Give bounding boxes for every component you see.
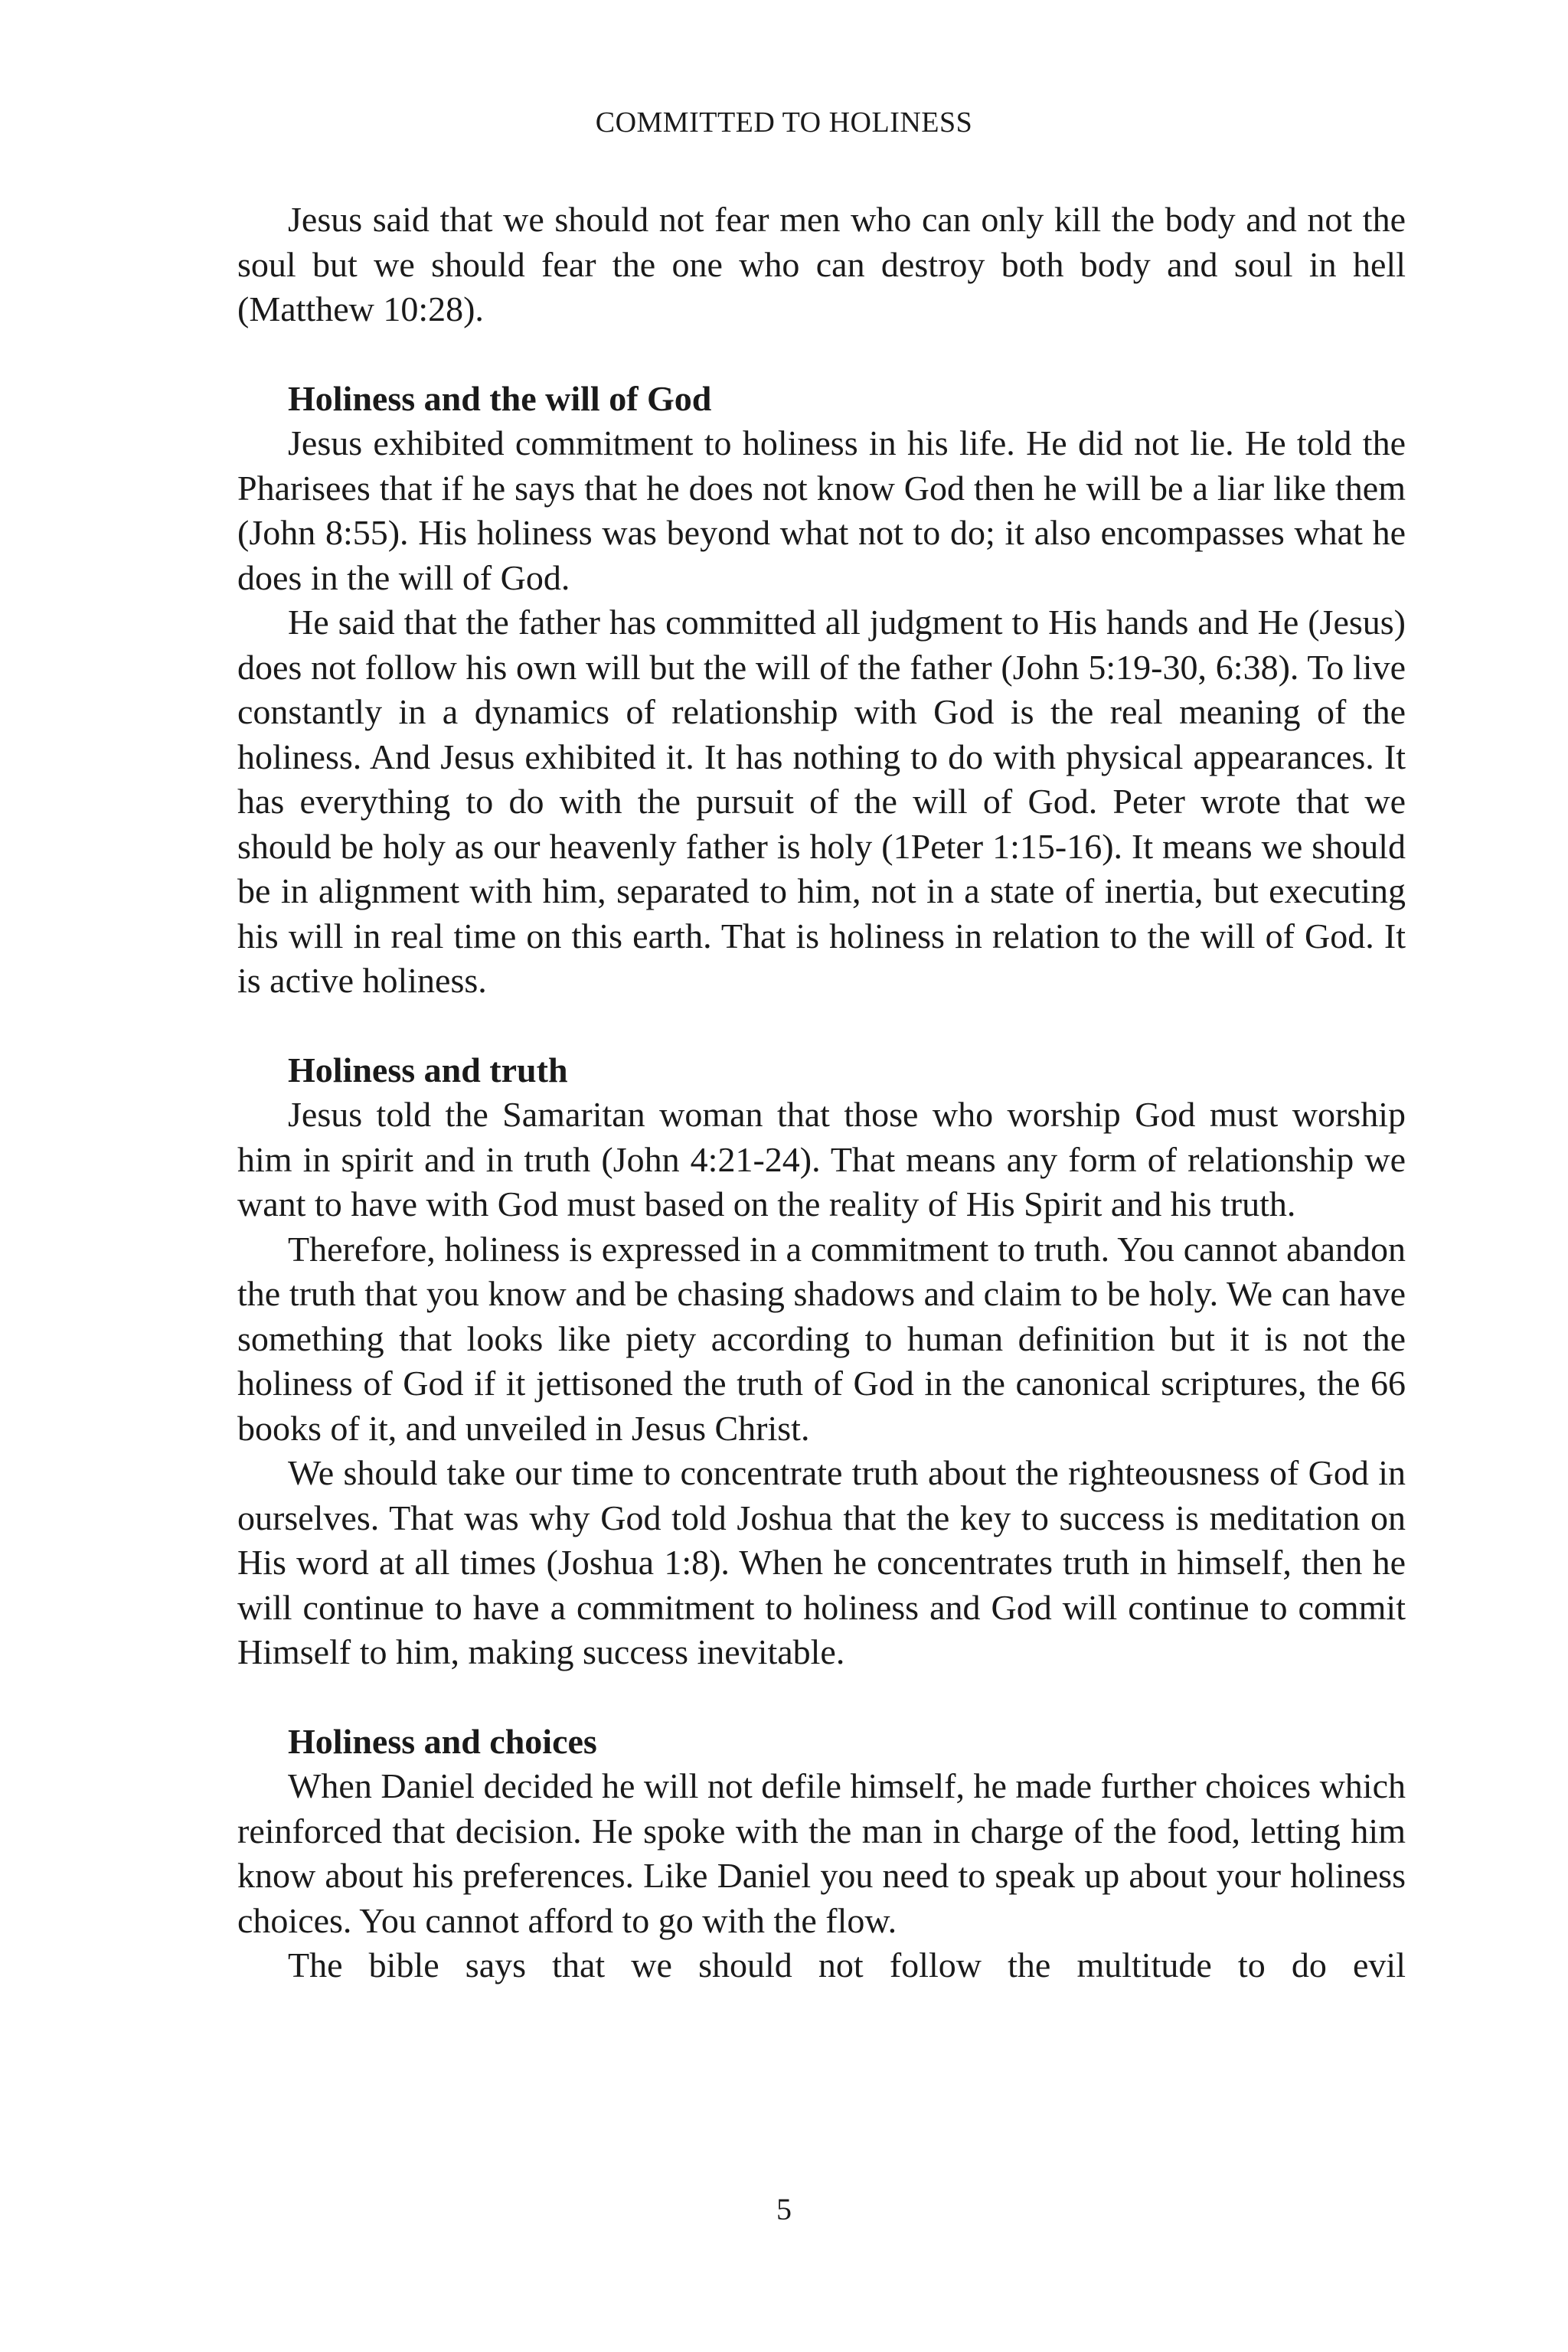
will-of-god-paragraph-1: Jesus exhibited commitment to holiness in his life. He did not lie. He told the Pharisees that if he says that he does not know God then he will be a liar like them (John 8:55). His holiness was beyond what not to do; it also encompasses what he does in the will of God.: [237, 423, 1406, 597]
choices-paragraph-1: When Daniel decided he will not defile himself, he made further choices which reinforced that decision. He spoke with the man in charge of the food, letting him know about his preferences. Like Daniel you need to speak up about your holiness choices. You cannot afford to go with the flow.: [237, 1766, 1406, 1940]
page-body: [237, 198, 1406, 1988]
truth-paragraph-2: Therefore, holiness is expressed in a commitment to truth. You cannot abandon the truth that you know and be chasing shadows and claim to be holy. We can have something that looks like piety according to human definition but it is not the holiness of God if it jettisoned the truth of God in the canonical scriptures, the 66 books of it, and unveiled in Jesus Christ.: [237, 1229, 1406, 1448]
section-heading-truth: Holiness and truth: [288, 1050, 568, 1089]
intro-paragraph: Jesus said that we should not fear men who can only kill the body and not the soul but we should fear the one who can destroy both body and soul in hell (Matthew 10:28).: [237, 200, 1406, 328]
page-number: 5: [776, 2192, 792, 2226]
running-header: COMMITTED TO HOLINESS: [595, 106, 973, 139]
will-of-god-paragraph-2: He said that the father has committed all judgment to His hands and He (Jesus) does not follow his own will but the will of the father (John 5:19-30, 6:38). To live constantly in a dynamics of relationship with God is the real meaning of the holiness. And Jesus exhibited it. It has nothing to do with physical appearances. It has everything to do with the pursuit of the will of God. Peter wrote that we should be holy as our heavenly father is holy (1Peter 1:15-16). It means we should be in alignment with him, separated to him, not in a state of inertia, but executing his will in real time on this earth. That is holiness in relation to the will of God. It is active holiness.: [237, 603, 1406, 1000]
section-heading-choices: Holiness and choices: [288, 1721, 597, 1761]
truth-paragraph-3: We should take our time to concentrate truth about the righteousness of God in ourselves. That was why God told Joshua that the key to success is meditation on His word at all times (Joshua 1:8). When he concentrates truth in himself, then he will continue to have a commitment to holiness and God will continue to commit Himself to him, making success inevitable.: [237, 1453, 1406, 1671]
choices-paragraph-2: The bible says that we should not follow the multitude to do evil: [288, 1945, 1406, 1984]
section-heading-will-of-god: Holiness and the will of God: [288, 378, 712, 418]
truth-paragraph-1: Jesus told the Samaritan woman that those who worship God must worship him in spirit and in truth (John 4:21-24). That means any form of relationship we want to have with God must based on the reality of His Spirit and his truth.: [237, 1095, 1406, 1223]
